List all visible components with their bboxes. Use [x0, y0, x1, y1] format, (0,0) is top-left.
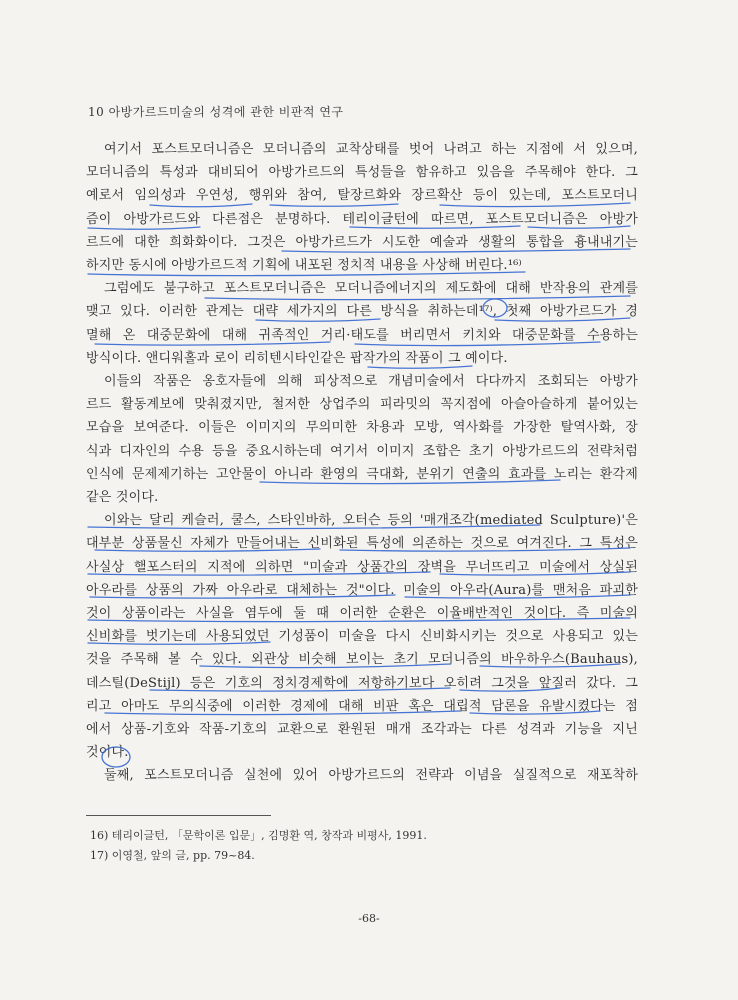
text-line: 멸해 온 대중문화에 대해 귀족적인 거리·태도를 버리면서 키치와 대중문화를 수용하는: [86, 327, 638, 343]
text-line: 즘이 아방가르드와 다른점은 분명하다. 테리이글턴에 따르면, 포스트모더니즘은 아방가: [86, 211, 638, 227]
text-line: 아우라를 상품의 가짜 아우라로 대체하는 것"이다. 미술의 아우라(Aura)를 맨처음 파괴한: [86, 582, 638, 598]
running-head: 10 아방가르드미술의 성격에 관한 비판적 연구: [88, 105, 344, 119]
text-line: 식과 디자인의 수용 등을 중요시하는데 여기서 이미지 조합은 초기 아방가르드의 전략처럼: [86, 443, 638, 459]
text-line: 이와는 달리 케슬러, 쿨스, 스타인바하, 오터슨 등의 '매개조각(mediated Sculpture)'은: [104, 513, 638, 529]
text-line: 이들의 작품은 옹호자들에 의해 피상적으로 개념미술에서 다다까지 조회되는 아방가: [104, 374, 638, 390]
paragraph: [86, 138, 638, 277]
text-line: 예로서 임의성과 우연성, 행위와 참여, 탈장르화와 장르확산 등이 있는데, 포스트모더니: [86, 188, 638, 204]
footnotes: [90, 826, 590, 866]
body-text: [86, 138, 638, 788]
paragraph: [86, 509, 638, 764]
footnote-16: 16) 테리이글턴, 「문학이론 입문」, 김명환 역, 창작과 비평사, 1991.: [90, 829, 427, 842]
footnote-divider: [86, 815, 271, 816]
text-line: 모습을 보여준다. 이들은 이미지의 무의미한 차용과 모방, 역사화를 가장한 탈역사화, 장: [86, 420, 638, 436]
footnote-17: 17) 이영철, 앞의 글, pp. 79~84.: [90, 849, 255, 862]
text-line: 하지만 동시에 아방가르드적 기획에 내포된 정치적 내용을 사상해 버린다.¹⁶⁾: [86, 258, 522, 274]
paragraph: [86, 277, 638, 370]
text-line: 그럼에도 불구하고 포스트모더니즘은 모더니즘에너지의 제도화에 대해 반작용의 관계를: [104, 281, 638, 297]
text-line: 르드 활동계보에 맞춰졌지만, 철저한 상업주의 피라밋의 꼭지점에 아슬아슬하게 붙어있는: [86, 397, 638, 413]
text-line: 것을 주목해 볼 수 있다. 외관상 비슷해 보이는 초기 모더니즘의 바우하우스(Bauhaus),: [86, 652, 638, 668]
page-number: -68-: [358, 912, 380, 925]
paragraph: [86, 370, 638, 509]
text-line: 같은 것이다.: [86, 490, 159, 506]
text-line: 인식에 문제제기하는 고안물이 아니라 환영의 극대화, 분위기 연출의 효과를 노리는 환각제: [86, 466, 638, 482]
text-line: 리고 아마도 무의식중에 이러한 경제에 대해 비판 혹은 대립적 담론을 유발시켰다는 점: [86, 698, 638, 714]
text-line: 방식이다. 앤디워홀과 로이 리히텐시타인같은 팝작가의 작품이 그 예이다.: [86, 350, 508, 366]
text-line: 여기서 포스트모더니즘은 모더니즘의 교착상태를 벗어 나려고 하는 지점에 서 있으며,: [104, 142, 638, 157]
text-line: 것이 상품이라는 사실을 염두에 둘 때 이러한 순환은 이율배반적인 것이다. 즉 미술의: [86, 606, 638, 622]
paragraph: [86, 764, 638, 787]
text-line: 에서 상품-기호와 작품-기호의 교환으로 환원된 매개 조각과는 다른 성격과 기능을 지닌: [86, 722, 638, 738]
text-line: 대부분 상품물신 자체가 만들어내는 신비화된 특성에 의존하는 것으로 여겨진다. 그 특성은: [86, 536, 638, 552]
text-line: 신비화를 벗기는데 사용되었던 기성품이 미술을 다시 신비화시키는 것으로 사용되고 있는: [86, 629, 638, 645]
text-line: 르드에 대한 희화화이다. 그것은 아방가르드가 시도한 예술과 생활의 통합을 흉내내기는: [86, 234, 638, 250]
text-line: 맺고 있다. 이러한 관계는 대략 세가지의 다른 방식을 취하는데¹⁷⁾, 첫째 아방가르드가 경: [86, 304, 638, 320]
text-line: 둘째, 포스트모더니즘 실천에 있어 아방가르드의 전략과 이념을 실질적으로 재포착하: [104, 768, 638, 784]
text-line: 사실상 핼포스터의 지적에 의하면 "미술과 상품간의 장벽을 무너뜨리고 미술에서 상실된: [86, 559, 638, 575]
text-line: 데스틸(DeStijl) 등은 기호의 정치경제학에 저항하기보다 오히려 그것을 앞질러 갔다. 그: [86, 675, 638, 691]
text-line: 것이다.: [86, 745, 129, 761]
text-line: 모더니즘의 특성과 대비되어 아방가르드의 특성들을 함유하고 있음을 주목해야 한다. 그: [86, 165, 638, 181]
